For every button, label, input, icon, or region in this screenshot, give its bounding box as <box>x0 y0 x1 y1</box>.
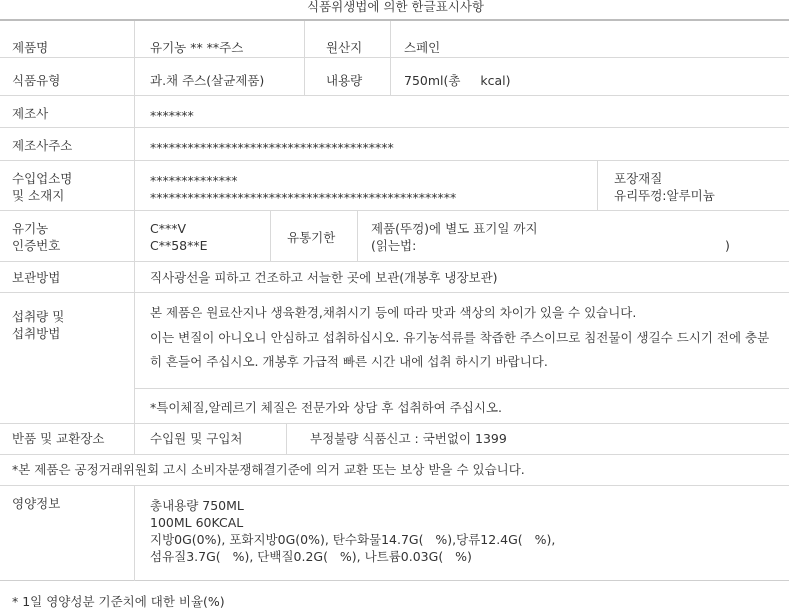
column-divider <box>286 423 287 454</box>
nutrition-line1: 총내용량 750ML <box>150 498 244 513</box>
food-type-label: 식품유형 <box>12 73 61 88</box>
intake-label-line2: 섭취방법 <box>12 326 61 341</box>
organic-cert-label-line2: 인증번호 <box>12 238 61 253</box>
footnote: * 1일 영양성분 기준치에 대한 비율(%) <box>12 594 225 609</box>
volume-label: 내용량 <box>326 73 363 88</box>
expiry-label: 유통기한 <box>287 230 336 245</box>
organic-cert-line1: C***V <box>150 221 187 236</box>
importer-label-line1: 수입업소명 <box>12 171 73 186</box>
product-name-value: 유기농 ** **주스 <box>150 40 244 55</box>
row-divider <box>0 292 789 293</box>
manufacturer-label: 제조사 <box>12 106 49 121</box>
nutrition-value <box>150 497 555 565</box>
nutrition-label-table <box>0 19 789 581</box>
expiry-line2-close: ) <box>725 238 730 253</box>
intake-label <box>12 308 64 342</box>
expiry-line2-open: (읽는법: <box>371 238 417 253</box>
row-divider <box>134 388 789 389</box>
product-name-label: 제품명 <box>12 40 49 55</box>
importer-label-line2: 및 소재지 <box>12 188 65 203</box>
intake-paragraph-2: 이는 변질이 아니오니 안심하고 섭취하십시오. 유기농석류를 착즙한 주스이므로 침전물이 생길수 드시기 전에 충분히 흔들어 주십시오. 개봉후 가급적 빠른 시간 내에 섭취 하시기 바랍니다. <box>150 330 770 369</box>
importer-line1: ************** <box>150 173 238 188</box>
importer-value <box>150 172 456 206</box>
returns-label: 반품 및 교환장소 <box>12 431 105 446</box>
column-divider <box>134 485 135 581</box>
importer-line2: ************************************************* <box>150 190 457 205</box>
organic-cert-value <box>150 220 208 254</box>
packaging-label: 포장재질 <box>614 171 663 186</box>
page-title: 식품위생법에 의한 한글표시사항 <box>307 0 484 14</box>
manufacturer-value: ******* <box>150 108 194 123</box>
volume-value: 750ml(총 kcal) <box>404 73 511 88</box>
column-divider <box>270 210 271 261</box>
returns-value: 수입원 및 구입처 <box>150 431 243 446</box>
intake-label-line1: 섭취량 및 <box>12 309 65 324</box>
organic-cert-label <box>12 220 60 254</box>
nutrition-line2: 100ML 60KCAL <box>150 515 244 530</box>
intake-paragraph-1: 본 제품은 원료산지나 생육환경,채취시기 등에 따라 맛과 색상의 차이가 있을 수 있습니다. <box>150 305 637 320</box>
nutrition-line4: 섬유질3.7G( %), 단백질0.2G( %), 나트륨0.03G( %) <box>150 549 472 564</box>
nutrition-label: 영양정보 <box>12 496 61 511</box>
column-divider <box>390 21 391 95</box>
organic-cert-line2: C**58**E <box>150 238 208 253</box>
storage-label: 보관방법 <box>12 270 61 285</box>
manufacturer-address-label: 제조사주소 <box>12 138 73 153</box>
food-type-value: 과.채 주스(살균제품) <box>150 73 265 88</box>
row-divider <box>0 485 789 486</box>
row-divider <box>0 127 789 128</box>
storage-value: 직사광선을 피하고 건조하고 서늘한 곳에 보관(개봉후 냉장보관) <box>150 270 498 285</box>
origin-label: 원산지 <box>326 40 363 55</box>
nutrition-line3: 지방0G(0%), 포화지방0G(0%), 탄수화물14.7G( %),당류12.4G( %), <box>150 532 556 547</box>
row-divider <box>0 57 789 58</box>
column-divider <box>357 210 358 261</box>
origin-value: 스페인 <box>404 40 441 55</box>
row-divider <box>0 454 789 455</box>
report-hotline: 부정불량 식품신고 : 국번없이 1399 <box>310 431 507 446</box>
packaging-value: 유리뚜껑:알루미늄 <box>614 188 715 203</box>
exchange-notice: *본 제품은 공정거래위원회 고시 소비자분쟁해결기준에 의거 교환 또는 보상 받을 수 있습니다. <box>12 462 525 477</box>
column-divider <box>134 21 135 454</box>
row-divider <box>0 160 789 161</box>
importer-label <box>12 170 72 204</box>
packaging <box>614 170 715 204</box>
expiry-line1: 제품(뚜껑)에 별도 표기일 까지 <box>371 221 538 236</box>
column-divider <box>597 160 598 210</box>
intake-note: *특이체질,알레르기 체질은 전문가와 상담 후 섭취하여 주십시오. <box>150 400 502 415</box>
manufacturer-address-value: *************************************** <box>150 140 394 155</box>
organic-cert-label-line1: 유기농 <box>12 221 49 236</box>
row-divider <box>0 261 789 262</box>
row-divider <box>0 95 789 96</box>
row-divider <box>0 423 789 424</box>
row-divider <box>0 210 789 211</box>
column-divider <box>304 21 305 95</box>
